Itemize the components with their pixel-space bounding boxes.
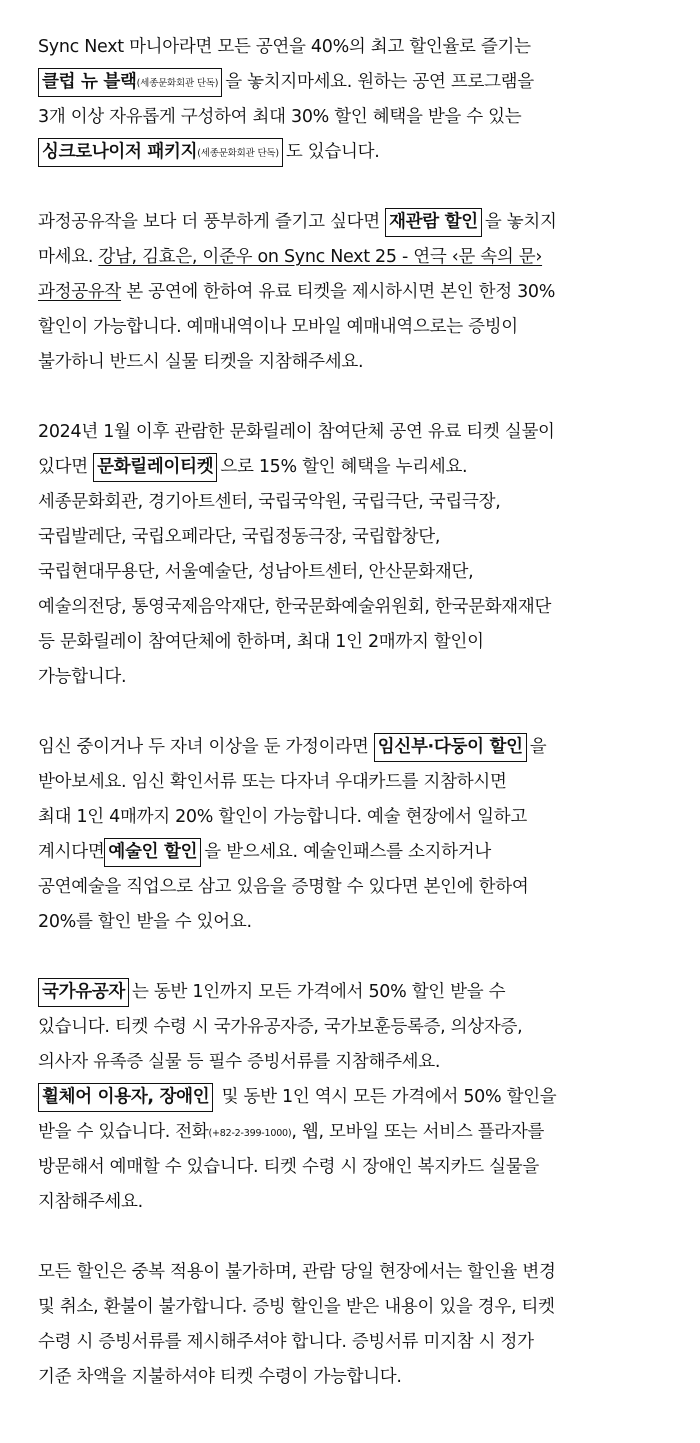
phone-number: (+82-2-399-1000) xyxy=(208,1128,292,1139)
text-line: 받아보세요. 임신 확인서류 또는 다자녀 우대카드를 지참하시면 xyxy=(38,772,507,792)
text-line: 가능합니다. xyxy=(38,667,127,687)
wheelchair-disability-badge: 휠체어 이용자, 장애인 xyxy=(38,1083,213,1112)
text-line: 등 문화릴레이 참여단체에 한하며, 최대 1인 2매까지 할인이 xyxy=(38,632,484,652)
text-line: 모든 할인은 중복 적용이 불가하며, 관람 당일 현장에서는 할인율 변경 xyxy=(38,1262,556,1282)
text-line: 지참해주세요. xyxy=(38,1192,143,1212)
revisit-discount-paragraph: 과정공유작을 보다 더 풍부하게 즐기고 싶다면 재관람 할인 을 놓치지 마세요. 강남, 김효은, 이준우 on Sync Next 25 - 연극 ‹문 속의 문› 과정공유작 본 공연에 한하여 유료 티켓을 제시하시면 본인 한정 30% 할인이 가능합니다. 예매내역이나 모바일 예매내역으로는 증빙이 불가하니 반드시 실물 티켓을 지참해주세요. xyxy=(38,205,662,380)
text-line: 방문해서 예매할 수 있습니다. 티켓 수령 시 장애인 복지카드 실물을 xyxy=(38,1157,539,1177)
artist-discount-badge: 예술인 할인 xyxy=(104,838,201,867)
text-line: 예술의전당, 통영국제음악재단, 한국문화예술위원회, 한국문화재재단 xyxy=(38,597,552,617)
text-line: 국립현대무용단, 서울예술단, 성남아트센터, 안산문화재단, xyxy=(38,562,474,582)
club-new-black-paragraph: Sync Next 마니아라면 모든 공연을 40%의 최고 할인율로 즐기는 클럽 뉴 블랙$^{(세종문화회관 단독)}$ 을 놓치지마세요. 원하는 공연 프로그램을 3개 이상 자유롭게 구성하여 최대 30% 할인 혜택을 받을 수 있는 싱크로나이저 패키지$^{(세종문화회관 단독)}$ 도 있습니다. xyxy=(38,30,662,170)
general-notice-paragraph xyxy=(38,1255,662,1395)
revisit-discount-badge: 재관람 할인 xyxy=(385,208,482,237)
text-line: 3개 이상 자유롭게 구성하여 최대 30% 할인 혜택을 받을 수 있는 xyxy=(38,107,522,127)
text-line: 세종문화회관, 경기아트센터, 국립국악원, 국립극단, 국립극장, xyxy=(38,492,501,512)
synchronizer-package-badge: 싱크로나이저 패키지$^{(세종문화회관 단독)}$ xyxy=(38,138,283,167)
culture-relay-ticket-badge: 문화릴레이티켓 xyxy=(93,453,217,482)
culture-relay-paragraph: 2024년 1월 이후 관람한 문화릴레이 참여단체 공연 유료 티켓 실물이 있다면 문화릴레이티켓 으로 15% 할인 혜택을 누리세요. 세종문화회관, 경기아트센터, 국립국악원, 국립극단, 국립극장, 국립발레단, 국립오페라단, 국립정동극장, 국립합창단, 국립현대무용단, 서울예술단, 성남아트센터, 안산문화재단, 예술의전당, 통영국제음악재단, 한국문화예술위원회, 한국문화재재단 등 문화릴레이 참여단체에 한하며, 최대 1인 2매까지 할인이 가능합니다. xyxy=(38,415,662,695)
text-line: 기준 차액을 지불하셔야 티켓 수령이 가능합니다. xyxy=(38,1367,402,1387)
text-line: 최대 1인 4매까지 20% 할인이 가능합니다. 예술 현장에서 일하고 xyxy=(38,807,527,827)
text-line: 20%를 할인 받을 수 있어요. xyxy=(38,912,252,932)
text-line: 2024년 1월 이후 관람한 문화릴레이 참여단체 공연 유료 티켓 실물이 xyxy=(38,422,555,442)
text-line: 및 취소, 환불이 불가합니다. 증빙 할인을 받은 내용이 있을 경우, 티켓 xyxy=(38,1297,555,1317)
production-link[interactable]: 강남, 김효은, 이준우 on Sync Next 25 - 연극 ‹문 속의 문› xyxy=(98,247,543,267)
veteran-disability-paragraph: 국가유공자 는 동반 1인까지 모든 가격에서 50% 할인 받을 수 있습니다. 티켓 수령 시 국가유공자증, 국가보훈등록증, 의상자증, 의사자 유족증 실물 등 필수 증빙서류를 지참해주세요. 휠체어 이용자, 장애인 및 동반 1인 역시 모든 가격에서 50% 할인을 받을 수 있습니다. 전화$^{(+82-2-399-1000)}$, 웹, 모바일 또는 서비스 플라자를 방문해서 예매할 수 있습니다. 티켓 수령 시 장애인 복지카드 실물을 지참해주세요. xyxy=(38,975,662,1220)
process-sharing-link[interactable]: 과정공유작 xyxy=(38,282,122,302)
pregnancy-multichild-badge: 임신부·다둥이 할인 xyxy=(374,733,527,762)
text-line: 의사자 유족증 실물 등 필수 증빙서류를 지참해주세요. xyxy=(38,1052,441,1072)
family-artist-discount-paragraph: 임신 중이거나 두 자녀 이상을 둔 가정이라면 임신부·다둥이 할인 을 받아보세요. 임신 확인서류 또는 다자녀 우대카드를 지참하시면 최대 1인 4매까지 20% 할인이 가능합니다. 예술 현장에서 일하고 계시다면 예술인 할인 을 받으세요. 예술인패스를 소지하거나 공연예술을 직업으로 삼고 있음을 증명할 수 있다면 본인에 한하여 20%를 할인 받을 수 있어요. xyxy=(38,730,662,940)
text-line: 할인이 가능합니다. 예매내역이나 모바일 예매내역으로는 증빙이 xyxy=(38,317,518,337)
text-line: 수령 시 증빙서류를 제시해주셔야 합니다. 증빙서류 미지참 시 정가 xyxy=(38,1332,534,1352)
text-line: 있습니다. 티켓 수령 시 국가유공자증, 국가보훈등록증, 의상자증, xyxy=(38,1017,523,1037)
club-new-black-badge: 클럽 뉴 블랙$^{(세종문화회관 단독)}$ xyxy=(38,68,222,97)
text-line: 공연예술을 직업으로 삼고 있음을 증명할 수 있다면 본인에 한하여 xyxy=(38,877,529,897)
text-line: 불가하니 반드시 실물 티켓을 지참해주세요. xyxy=(38,352,364,372)
exclusive-note: (세종문화회관 단독) xyxy=(197,148,279,159)
text-line: Sync Next 마니아라면 모든 공연을 40%의 최고 할인율로 즐기는 xyxy=(38,37,531,57)
national-merit-badge: 국가유공자 xyxy=(38,978,129,1007)
text-line: 국립발레단, 국립오페라단, 국립정동극장, 국립합창단, xyxy=(38,527,441,547)
exclusive-note: (세종문화회관 단독) xyxy=(136,78,219,89)
